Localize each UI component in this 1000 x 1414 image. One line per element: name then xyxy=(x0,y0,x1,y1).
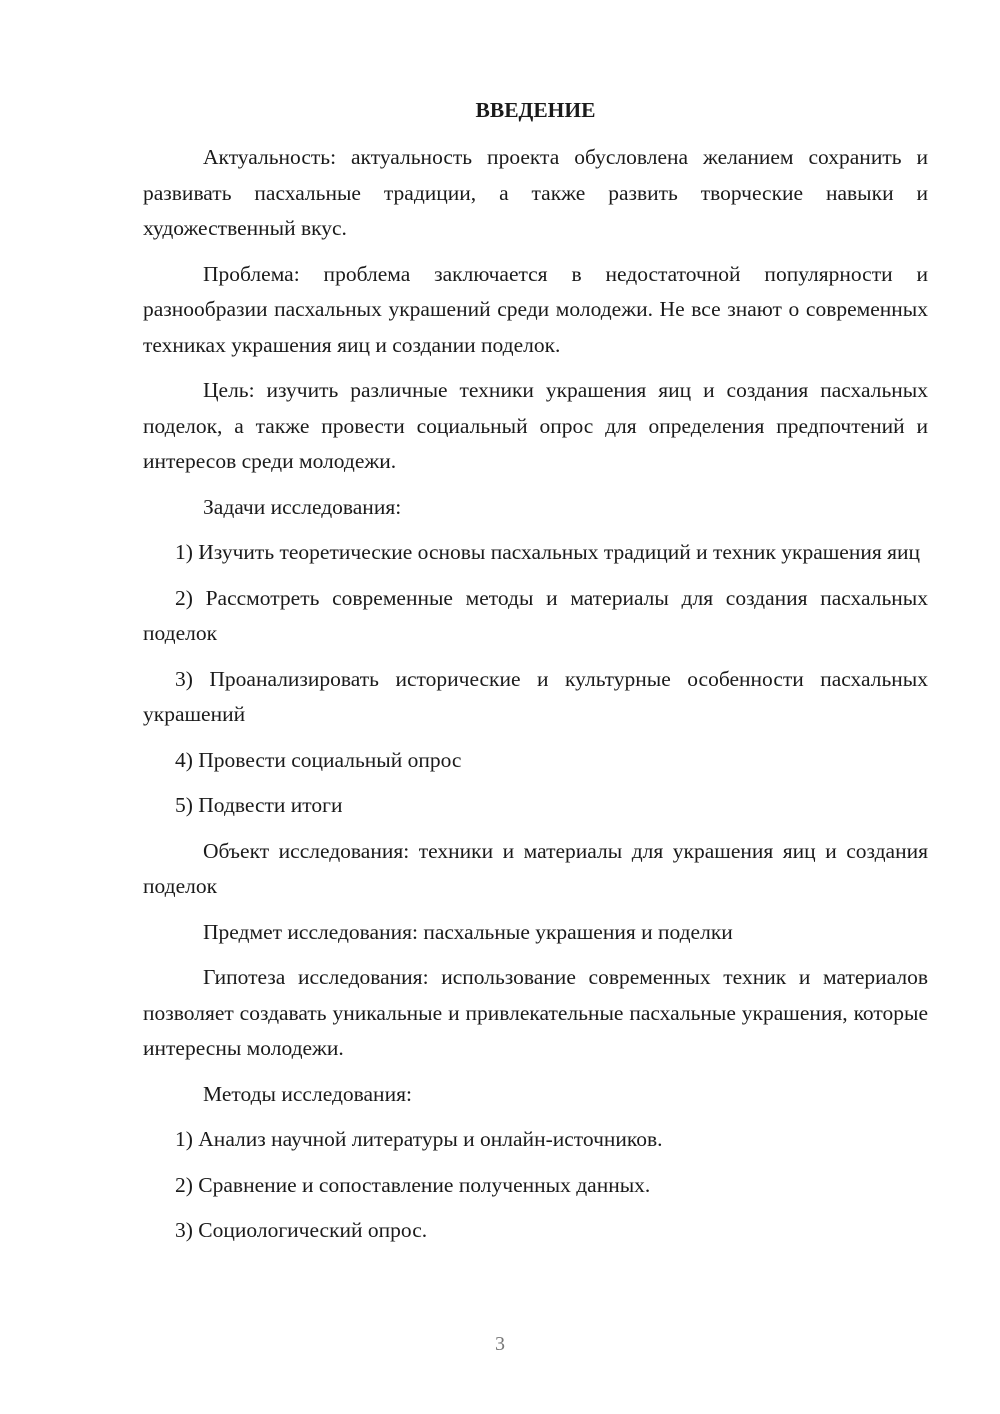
method-item-3: 3) Социологический опрос. xyxy=(175,1218,428,1242)
section-title: ВВЕДЕНИЕ xyxy=(475,98,596,122)
hypothesis-paragraph: Гипотеза исследования: использование современных техник и материалов позволяет создавать уникальные и привлекательные пасхальные украшения, которые интересны молодежи. xyxy=(143,965,928,1060)
page-number: 3 xyxy=(495,1333,505,1355)
task-item-5: 5) Подвести итоги xyxy=(175,793,343,817)
tasks-heading: Задачи исследования: xyxy=(203,494,402,519)
problem-paragraph: Проблема: проблема заключается в недостаточной популярности и разнообразии пасхальных украшений среди молодежи. Не все знают о современных техниках украшения яиц и создании поделок. xyxy=(143,261,928,357)
task-item-1: 1) Изучить теоретические основы пасхальных традиций и техник украшения яиц xyxy=(175,540,921,564)
goal-paragraph: Цель: изучить различные техники украшения яиц и создания пасхальных поделок, а также провести социальный опрос для определения предпочтений и интересов среди молодежи. xyxy=(143,378,928,473)
object-paragraph: Объект исследования: техники и материалы для украшения яиц и создания поделок xyxy=(143,838,928,898)
page-content xyxy=(143,93,928,1259)
methods-heading: Методы исследования: xyxy=(203,1081,412,1106)
task-item-3: 3) Проанализировать исторические и культурные особенности пасхальных украшений xyxy=(143,666,928,726)
task-item-2: 2) Рассмотреть современные методы и материалы для создания пасхальных поделок xyxy=(143,585,928,645)
relevance-paragraph: Актуальность: актуальность проекта обусловлена желанием сохранить и развивать пасхальные традиции, а также развить творческие навыки и художественный вкус. xyxy=(143,145,928,240)
method-item-1: 1) Анализ научной литературы и онлайн-источников. xyxy=(175,1127,663,1151)
task-item-4: 4) Провести социальный опрос xyxy=(175,747,462,772)
subject-paragraph: Предмет исследования: пасхальные украшения и поделки xyxy=(203,919,733,944)
method-item-2: 2) Сравнение и сопоставление полученных данных. xyxy=(175,1172,651,1197)
